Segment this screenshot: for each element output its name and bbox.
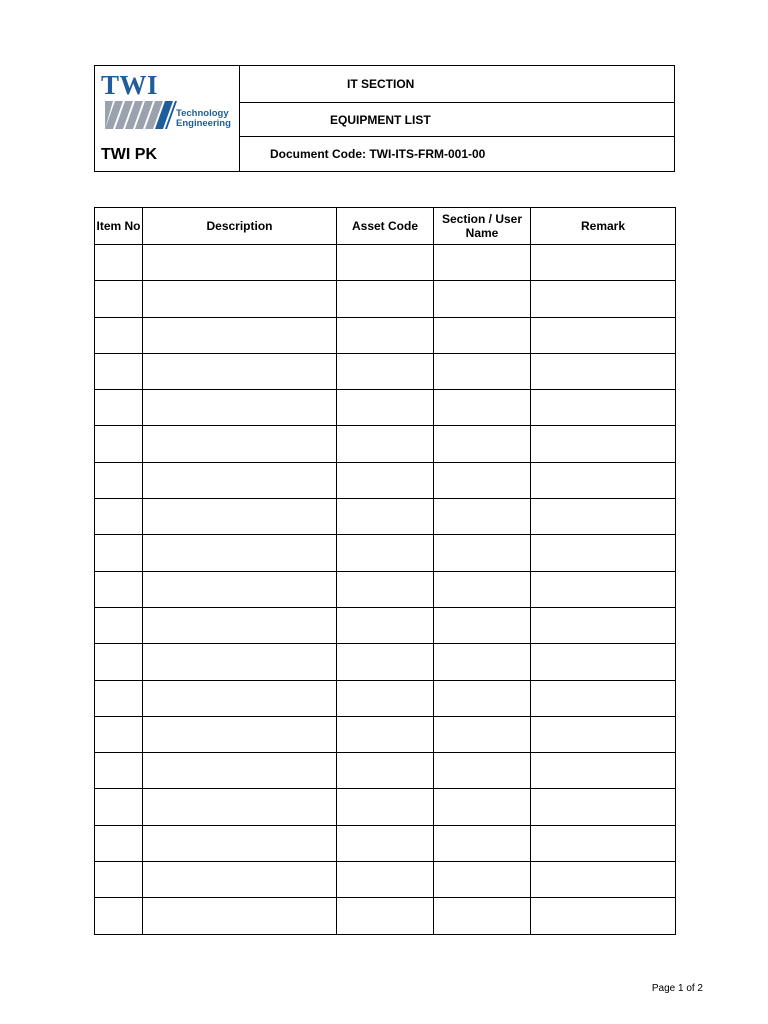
table-row: [95, 716, 676, 752]
table-row: [95, 862, 676, 898]
table-cell: [143, 753, 337, 789]
table-cell: [143, 462, 337, 498]
table-cell: [337, 825, 434, 861]
table-cell: [95, 499, 143, 535]
table-cell: [531, 753, 676, 789]
table-cell: [434, 607, 531, 643]
table-cell: [531, 571, 676, 607]
table-cell: [434, 571, 531, 607]
table-cell: [95, 390, 143, 426]
table-cell: [531, 426, 676, 462]
table-row: [95, 535, 676, 571]
table-cell: [531, 716, 676, 752]
table-cell: [95, 426, 143, 462]
table-cell: [143, 390, 337, 426]
table-cell: [531, 390, 676, 426]
table-row: [95, 281, 676, 317]
table-cell: [434, 317, 531, 353]
table-cell: [434, 898, 531, 934]
table-cell: [434, 753, 531, 789]
section-name: IT SECTION: [240, 66, 674, 103]
company-name: TWI PK: [101, 146, 157, 163]
table-cell: [531, 245, 676, 281]
table-row: [95, 825, 676, 861]
table-cell: [337, 353, 434, 389]
table-row: [95, 353, 676, 389]
table-cell: [95, 607, 143, 643]
table-cell: [95, 825, 143, 861]
table-row: [95, 607, 676, 643]
table-row: [95, 680, 676, 716]
logo-wordmark: TWI: [101, 70, 159, 100]
table-cell: [143, 499, 337, 535]
table-header-row: [95, 208, 676, 245]
table-cell: [337, 862, 434, 898]
document-code: Document Code: TWI-ITS-FRM-001-00: [270, 147, 486, 161]
table-cell: [434, 680, 531, 716]
table-cell: [434, 353, 531, 389]
table-cell: [143, 571, 337, 607]
table-body: [95, 245, 676, 935]
table-cell: [143, 281, 337, 317]
table-cell: [143, 825, 337, 861]
document-title: EQUIPMENT LIST: [240, 103, 674, 137]
table-row: [95, 789, 676, 825]
document-header: [94, 65, 675, 172]
column-header-asset-code: Asset Code: [337, 208, 434, 245]
table-cell: [531, 680, 676, 716]
table-row: [95, 499, 676, 535]
table-cell: [143, 644, 337, 680]
table-cell: [337, 317, 434, 353]
table-cell: [337, 462, 434, 498]
table-row: [95, 644, 676, 680]
table-cell: [337, 390, 434, 426]
table-cell: [434, 499, 531, 535]
table-cell: [337, 571, 434, 607]
table-cell: [95, 716, 143, 752]
table-cell: [143, 898, 337, 934]
table-row: [95, 390, 676, 426]
table-cell: [95, 245, 143, 281]
table-cell: [337, 644, 434, 680]
table-cell: [95, 753, 143, 789]
table-cell: [95, 281, 143, 317]
table-cell: [143, 680, 337, 716]
table-cell: [337, 499, 434, 535]
table-row: [95, 245, 676, 281]
table-cell: [531, 535, 676, 571]
table-cell: [531, 462, 676, 498]
table-row: [95, 753, 676, 789]
table-cell: [434, 462, 531, 498]
table-cell: [531, 644, 676, 680]
table-cell: [143, 535, 337, 571]
table-cell: [95, 789, 143, 825]
table-cell: [143, 607, 337, 643]
table-cell: [531, 317, 676, 353]
table-cell: [95, 462, 143, 498]
table-cell: [143, 862, 337, 898]
table-row: [95, 898, 676, 934]
table-cell: [337, 245, 434, 281]
table-cell: [95, 644, 143, 680]
column-header-section-user-name: Section / User Name: [434, 208, 531, 245]
column-header-description: Description: [143, 208, 337, 245]
table-cell: [337, 680, 434, 716]
table-cell: [434, 426, 531, 462]
logo-cell: [95, 66, 240, 171]
table-cell: [434, 789, 531, 825]
table-cell: [143, 317, 337, 353]
table-cell: [531, 353, 676, 389]
table-cell: [434, 390, 531, 426]
table-cell: [95, 353, 143, 389]
table-cell: [531, 281, 676, 317]
table-cell: [531, 862, 676, 898]
table-cell: [531, 789, 676, 825]
table-cell: [434, 716, 531, 752]
table-row: [95, 426, 676, 462]
table-cell: [337, 753, 434, 789]
table-cell: [434, 281, 531, 317]
logo-tagline-line-2: Engineering: [176, 118, 231, 129]
table-cell: [337, 716, 434, 752]
table-cell: [95, 862, 143, 898]
table-cell: [531, 825, 676, 861]
table-row: [95, 571, 676, 607]
table-cell: [531, 898, 676, 934]
table-cell: [143, 426, 337, 462]
table-cell: [337, 281, 434, 317]
table-cell: [95, 680, 143, 716]
table-cell: [337, 607, 434, 643]
table-cell: [434, 245, 531, 281]
table-cell: [95, 571, 143, 607]
header-info: [240, 66, 674, 171]
table-cell: [143, 716, 337, 752]
table-cell: [434, 644, 531, 680]
logo-tagline: [176, 109, 231, 129]
column-header-item-no: Item No: [95, 208, 143, 245]
column-header-remark: Remark: [531, 208, 676, 245]
table-cell: [531, 607, 676, 643]
table-cell: [434, 535, 531, 571]
table-cell: [337, 535, 434, 571]
logo-tagline-line-1: Technology: [176, 108, 229, 119]
table-cell: [95, 898, 143, 934]
table-cell: [337, 898, 434, 934]
table-cell: [143, 353, 337, 389]
table-cell: [95, 317, 143, 353]
table-row: [95, 462, 676, 498]
equipment-table: [94, 207, 676, 935]
table-cell: [531, 499, 676, 535]
table-cell: [143, 245, 337, 281]
table-cell: [337, 789, 434, 825]
table-cell: [434, 862, 531, 898]
table-cell: [143, 789, 337, 825]
page-number: Page 1 of 2: [651, 983, 703, 994]
table-cell: [337, 426, 434, 462]
table-cell: [434, 825, 531, 861]
table-cell: [95, 535, 143, 571]
table-row: [95, 317, 676, 353]
